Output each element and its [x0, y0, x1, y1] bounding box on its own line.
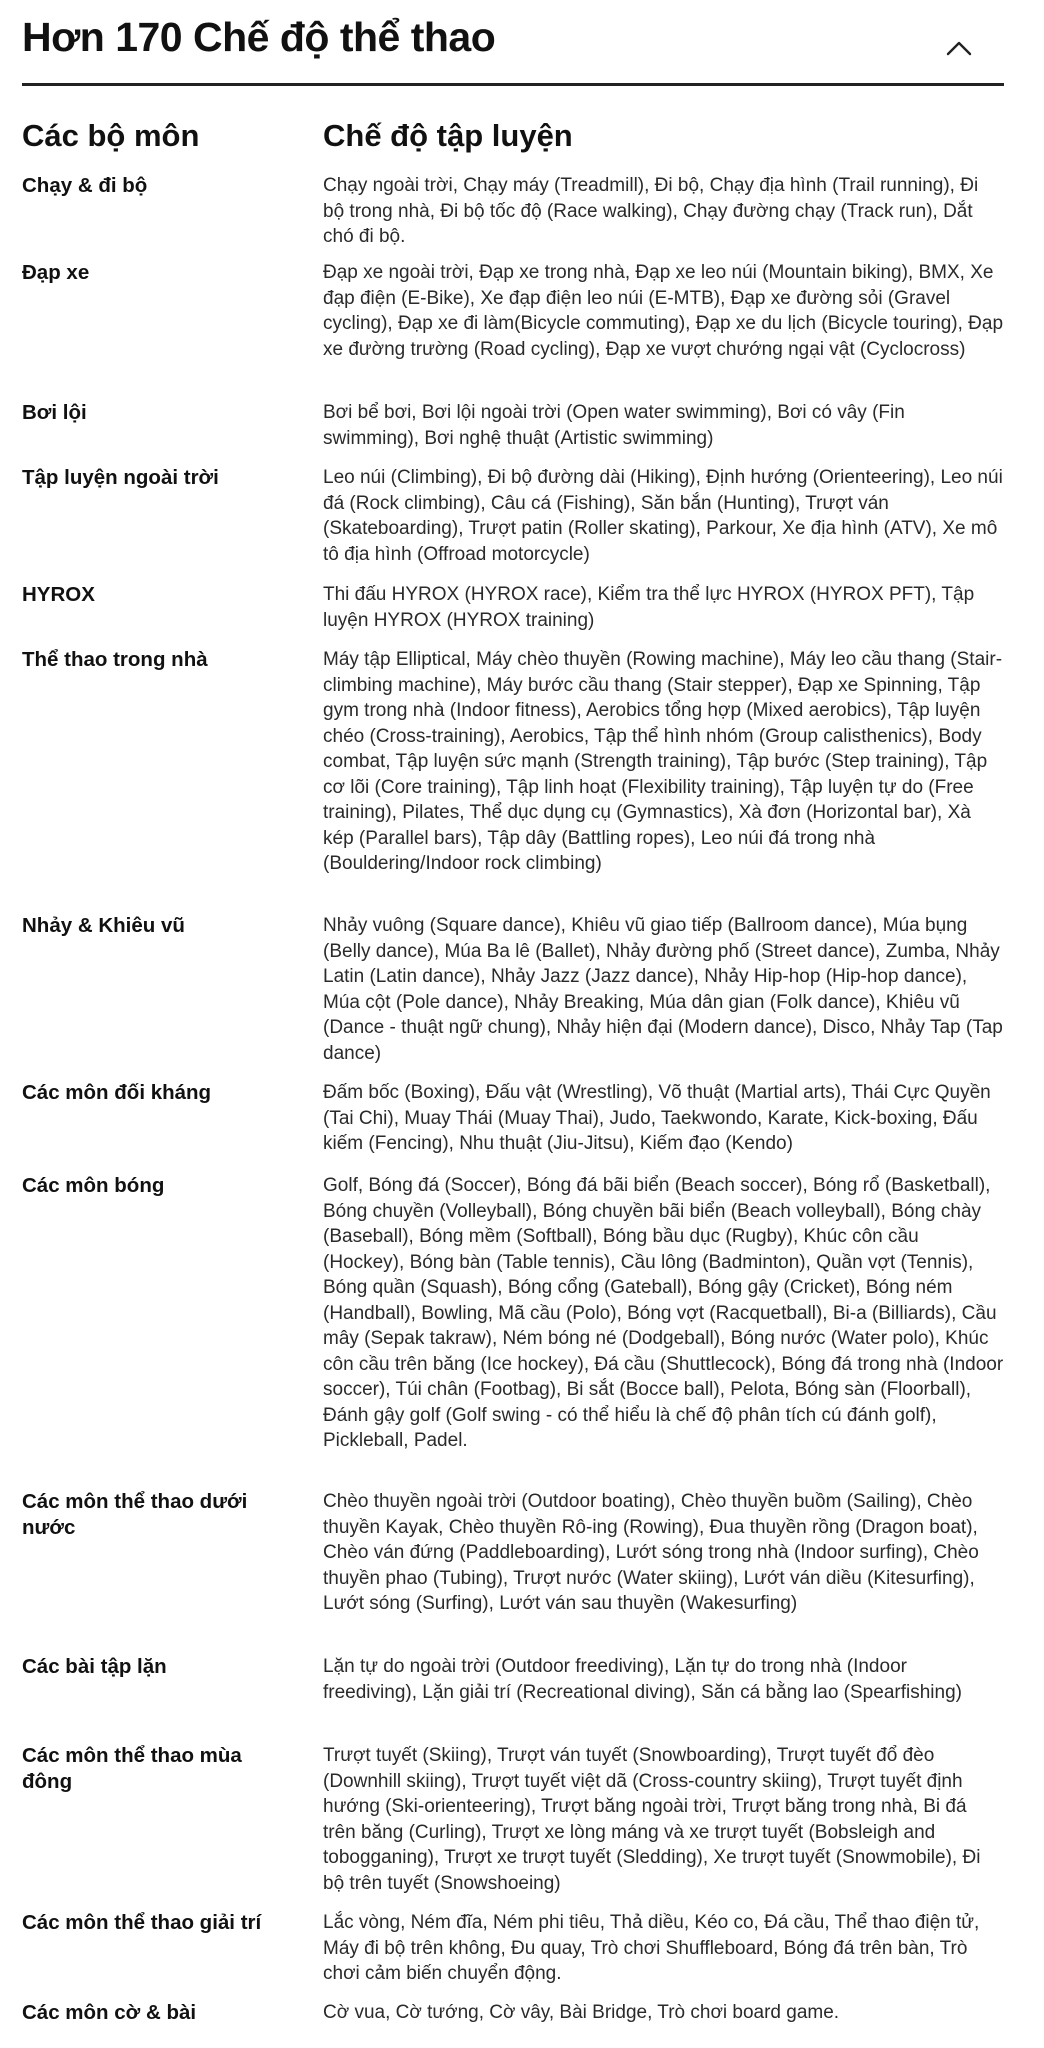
section-header[interactable] [22, 0, 1004, 86]
workout-modes-text: Cờ vua, Cờ tướng, Cờ vây, Bài Bridge, Trò chơi board game. [323, 2002, 840, 2023]
sport-category-label: Các môn thể thao dưới nước [22, 1490, 248, 1539]
table-header [22, 86, 1004, 154]
sport-category-label: Các môn cờ & bài [22, 2001, 197, 2024]
column-header-modes: Chế độ tập luyện [323, 118, 573, 153]
table-row [22, 2000, 1004, 2026]
sport-category-label: Chạy & đi bộ [22, 174, 148, 197]
workout-modes-text: Máy tập Elliptical, Máy chèo thuyền (Rowing machine), Máy leo cầu thang (Stair-climbing machine), Máy bước cầu thang (Stair stepper), Đạp xe Spinning, Tập gym trong nhà (Indoor fitness), Aerobics tổng hợp (Mixed aerobics), Tập luyện chéo (Cross-training), Aerobics, Tập thể hình nhóm (Group calisthenics), Body combat, Tập luyện sức mạnh (Strength training), Tập bước (Step training), Tập cơ lõi (Core training), Tập linh hoạt (Flexibility training), Tập luyện tự do (Free training), Pilates, Thể dục dụng cụ (Gymnastics), Xà đơn (Horizontal bar), Xà kép (Parallel bars), Tập dây (Battling ropes), Leo núi đá trong nhà (Bouldering/Indoor rock climbing) [323, 649, 1003, 874]
table-row [22, 173, 1004, 250]
section-title: Hơn 170 Chế độ thể thao [22, 14, 496, 60]
table-row [22, 1910, 1004, 1987]
sport-category-label: Đạp xe [22, 261, 90, 284]
table-row [22, 582, 1004, 633]
workout-modes-text: Đạp xe ngoài trời, Đạp xe trong nhà, Đạp xe leo núi (Mountain biking), BMX, Xe đạp điện (E-Bike), Xe đạp điện leo núi (E-MTB), Đạp xe đường sỏi (Gravel cycling), Đạp xe đi làm(Bicycle commuting), Đạp xe du lịch (Bicycle touring), Đạp xe đường trường (Road cycling), Đạp xe vượt chướng ngại vật (Cyclocross) [323, 262, 1004, 360]
workout-modes-text: Lắc vòng, Ném đĩa, Ném phi tiêu, Thả diều, Kéo co, Đá cầu, Thể thao điện tử, Máy đi bộ trên không, Đu quay, Trò chơi Shuffleboard, Bóng đá trên bàn, Trò chơi cảm biến chuyển động. [323, 1912, 980, 1984]
table-row [22, 913, 1004, 1066]
workout-modes-text: Đấm bốc (Boxing), Đấu vật (Wrestling), Võ thuật (Martial arts), Thái Cực Quyền (Tai Chi), Muay Thái (Muay Thai), Judo, Taekwondo, Karate, Kick-boxing, Đấu kiếm (Fencing), Nhu thuật (Jiu-Jitsu), Kiếm đạo (Kendo) [323, 1082, 991, 1154]
table-row [22, 400, 1004, 451]
workout-modes-text: Chèo thuyền ngoài trời (Outdoor boating), Chèo thuyền buồm (Sailing), Chèo thuyền Kayak, Chèo thuyền Rô-ing (Rowing), Đua thuyền rồng (Dragon boat), Chèo ván đứng (Paddleboarding), Lướt sóng trong nhà (Indoor surfing), Chèo thuyền phao (Tubing), Trượt nước (Water skiing), Lướt ván diều (Kitesurfing), Lướt sóng (Surfing), Lướt ván sau thuyền (Wakesurfing) [323, 1491, 979, 1614]
table-row [22, 1654, 1004, 1705]
table-row [22, 1743, 1004, 1896]
sport-category-label: Bơi lội [22, 401, 87, 424]
table-row [22, 260, 1004, 362]
workout-modes-text: Lặn tự do ngoài trời (Outdoor freediving), Lặn tự do trong nhà (Indoor freediving), Lặn giải trí (Recreational diving), Săn cá bằng lao (Spearfishing) [323, 1656, 962, 1703]
workout-modes-text: Golf, Bóng đá (Soccer), Bóng đá bãi biển (Beach soccer), Bóng rổ (Basketball), Bóng chuyền (Volleyball), Bóng chuyền bãi biển (Beach volleyball), Bóng chày (Baseball), Bóng mềm (Softball), Bóng bầu dục (Rugby), Khúc côn cầu (Hockey), Bóng bàn (Table tennis), Cầu lông (Badminton), Quần vợt (Tennis), Bóng quần (Squash), Bóng cổng (Gateball), Bóng gậy (Cricket), Bóng ném (Handball), Bowling, Mã cầu (Polo), Bóng vợt (Racquetball), Bi-a (Billiards), Cầu mây (Sepak takraw), Ném bóng né (Dodgeball), Bóng nước (Water polo), Khúc côn cầu trên băng (Ice hockey), Đá cầu (Shuttlecock), Bóng đá trong nhà (Indoor soccer), Túi chân (Footbag), Bi sắt (Bocce ball), Pelota, Bóng sàn (Floorball), Đánh gậy golf (Golf swing - có thể hiểu là chế độ phân tích cú đánh golf), Pickleball, Padel. [323, 1175, 1004, 1451]
sport-category-label: HYROX [22, 583, 95, 606]
sport-category-label: Các môn đối kháng [22, 1081, 212, 1104]
table-row [22, 647, 1004, 877]
workout-modes-text: Trượt tuyết (Skiing), Trượt ván tuyết (Snowboarding), Trượt tuyết đổ đèo (Downhill skiing), Trượt tuyết việt dã (Cross-country skiing), Trượt tuyết định hướng (Ski-orienteering), Trượt băng ngoài trời, Trượt băng trong nhà, Bi đá trên băng (Curling), Trượt xe lòng máng và xe trượt tuyết (Bobsleigh and tobogganing), Trượt xe trượt tuyết (Sledding), Xe trượt tuyết (Snowmobile), Đi bộ trên tuyết (Snowshoeing) [323, 1745, 981, 1894]
sport-category-label: Các môn bóng [22, 1174, 165, 1197]
table-row [22, 1080, 1004, 1157]
sport-category-label: Nhảy & Khiêu vũ [22, 914, 185, 937]
sport-category-label: Các môn thể thao giải trí [22, 1911, 262, 1934]
workout-modes-text: Thi đấu HYROX (HYROX race), Kiểm tra thể lực HYROX (HYROX PFT), Tập luyện HYROX (HYROX training) [323, 584, 975, 631]
sport-category-label: Các bài tập lặn [22, 1655, 167, 1678]
table-row [22, 1173, 1004, 1454]
sport-category-label: Các môn thể thao mùa đông [22, 1744, 242, 1793]
chevron-up-icon [944, 36, 974, 60]
collapse-button[interactable] [944, 36, 974, 60]
workout-modes-text: Nhảy vuông (Square dance), Khiêu vũ giao tiếp (Ballroom dance), Múa bụng (Belly dance), Múa Ba lê (Ballet), Nhảy đường phố (Street dance), Zumba, Nhảy Latin (Latin dance), Nhảy Jazz (Jazz dance), Nhảy Hip-hop (Hip-hop dance), Múa cột (Pole dance), Nhảy Breaking, Múa dân gian (Folk dance), Khiêu vũ (Dance - thuật ngữ chung), Nhảy hiện đại (Modern dance), Disco, Nhảy Tap (Tap dance) [323, 915, 1003, 1064]
column-header-sport: Các bộ môn [22, 118, 200, 153]
workout-modes-text: Leo núi (Climbing), Đi bộ đường dài (Hiking), Định hướng (Orienteering), Leo núi đá (Rock climbing), Câu cá (Fishing), Săn bắn (Hunting), Trượt ván (Skateboarding), Trượt patin (Roller skating), Parkour, Xe địa hình (ATV), Xe mô tô địa hình (Offroad motorcycle) [323, 467, 1003, 565]
workout-modes-text: Chạy ngoài trời, Chạy máy (Treadmill), Đi bộ, Chạy địa hình (Trail running), Đi bộ trong nhà, Đi bộ tốc độ (Race walking), Chạy đường chạy (Track run), Dắt chó đi bộ. [323, 175, 979, 247]
table-row [22, 465, 1004, 567]
sport-category-label: Tập luyện ngoài trời [22, 466, 219, 489]
table-row [22, 1489, 1004, 1617]
sport-category-label: Thể thao trong nhà [22, 648, 208, 671]
workout-modes-text: Bơi bể bơi, Bơi lội ngoài trời (Open water swimming), Bơi có vây (Fin swimming), Bơi nghệ thuật (Artistic swimming) [323, 402, 905, 449]
